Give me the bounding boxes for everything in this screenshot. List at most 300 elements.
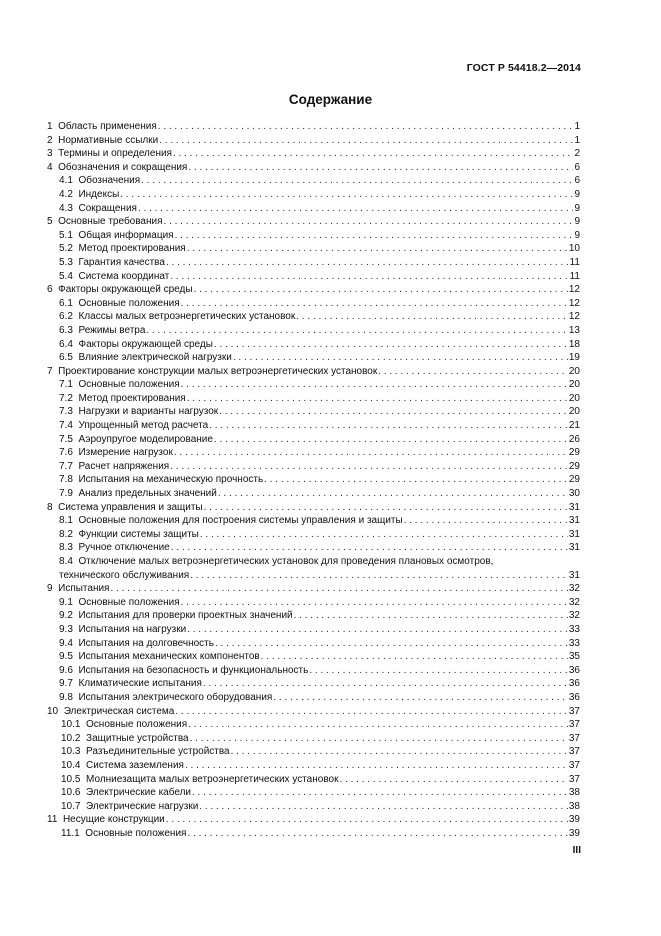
toc-entry-page: 32 (568, 583, 580, 595)
toc-entry-number: 8.1 (59, 515, 73, 527)
toc-entry-label (61, 800, 198, 814)
toc-entry-page: 12 (568, 284, 580, 296)
toc-entry-text: Метод проектирования (78, 243, 186, 255)
toc-entry-text: Электрические нагрузки (86, 800, 199, 812)
toc-entry-page: 33 (568, 623, 580, 635)
toc-leader-dots (181, 378, 568, 392)
toc-leader-dots (215, 637, 568, 651)
toc-entry[interactable] (47, 460, 580, 474)
toc-leader-dots (173, 147, 573, 161)
toc-entry[interactable] (47, 256, 580, 270)
toc-entry[interactable] (47, 324, 580, 338)
toc-leader-dots (190, 732, 568, 746)
toc-entry[interactable] (47, 759, 580, 773)
toc-entry-label (59, 446, 173, 460)
toc-entry-page: 1 (574, 134, 580, 146)
toc-entry-number: 7.4 (59, 420, 73, 432)
toc-entry[interactable] (47, 473, 580, 487)
toc-entry-text: Обозначения (78, 175, 141, 187)
toc-entry-label (47, 283, 193, 297)
toc-leader-dots (199, 800, 568, 814)
toc-entry-label (61, 718, 187, 732)
toc-entry-label (59, 691, 272, 705)
toc-entry-text: Основные положения (78, 297, 180, 309)
toc-entry-label (47, 501, 203, 515)
toc-entry-label (59, 487, 217, 501)
toc-entry-page: 2 (574, 148, 580, 160)
toc-entry-text: Система заземления (86, 759, 184, 771)
toc-entry-number: 4.2 (59, 188, 73, 200)
toc-entry-label (59, 405, 218, 419)
toc-entry[interactable] (47, 446, 580, 460)
toc-entry-number: 5.2 (59, 243, 73, 255)
toc-entry-number: 6.1 (59, 297, 73, 309)
toc-entry-number: 9.1 (59, 596, 73, 608)
toc-entry-text: технического обслуживания (59, 569, 190, 581)
toc-entry-page: 19 (568, 352, 580, 364)
toc-entry-label (59, 541, 170, 555)
toc-entry-label (59, 229, 174, 243)
toc-entry-text: Климатические испытания (78, 678, 202, 690)
toc-entry[interactable] (47, 174, 580, 188)
toc-leader-dots (204, 501, 568, 515)
toc-entry[interactable] (47, 541, 580, 555)
toc-leader-dots (170, 270, 568, 284)
toc-entry[interactable] (47, 392, 580, 406)
toc-entry-label (47, 134, 158, 148)
toc-leader-dots (209, 419, 568, 433)
toc-entry[interactable] (47, 188, 580, 202)
toc-entry-page: 39 (568, 827, 580, 839)
toc-entry-text: Расчет напряжения (78, 460, 170, 472)
toc-leader-dots (294, 609, 568, 623)
toc-entry-label (47, 582, 109, 596)
toc-leader-dots (185, 759, 568, 773)
toc-leader-dots (187, 392, 568, 406)
toc-leader-dots (190, 569, 568, 583)
toc-entry-text: Испытания на нагрузки (78, 623, 187, 635)
toc-entry-number: 6.2 (59, 311, 73, 323)
toc-entry-page: 6 (574, 161, 580, 173)
toc-entry[interactable] (47, 120, 580, 134)
toc-leader-dots (378, 365, 568, 379)
toc-entry-label (59, 392, 186, 406)
toc-entry-number: 10.2 (61, 732, 81, 744)
toc-entry[interactable] (47, 623, 580, 637)
toc-entry[interactable] (47, 664, 580, 678)
toc-entry-page: 29 (568, 447, 580, 459)
toc-entry-text: Гарантия качества (78, 256, 165, 268)
toc-entry-label (59, 338, 213, 352)
toc-entry-label (59, 188, 119, 202)
toc-entry[interactable] (47, 147, 580, 161)
toc-entry-label (61, 827, 186, 841)
toc-entry-page: 12 (568, 311, 580, 323)
toc-entry-page: 32 (568, 610, 580, 622)
toc-entry[interactable] (47, 419, 580, 433)
toc-leader-dots (158, 120, 574, 134)
toc-entry-text: Основные положения для построения системы управления и защиты (78, 515, 403, 527)
toc-entry-label (61, 786, 191, 800)
toc-entry-text: Основные положения (85, 827, 187, 839)
toc-entry-page: 33 (568, 637, 580, 649)
toc-entry-label (59, 623, 186, 637)
toc-entry-label (61, 732, 189, 746)
toc-entry-label (61, 773, 338, 787)
toc-entry-text: Основные положения (78, 379, 180, 391)
toc-entry-page: 38 (568, 787, 580, 799)
toc-entry-label (47, 215, 163, 229)
toc-entry-label (47, 120, 157, 134)
toc-entry-number: 9.3 (59, 623, 73, 635)
toc-entry-label (47, 161, 187, 175)
toc-entry-text: Испытания электрического оборудования (78, 691, 273, 703)
toc-entry-text: Электрическая система (63, 705, 175, 717)
toc-entry[interactable] (47, 718, 580, 732)
toc-entry-text: Анализ предельных значений (78, 488, 217, 500)
toc-entry-number: 8 (47, 501, 53, 513)
toc-entry-number: 6 (47, 284, 53, 296)
toc-entry-page: 36 (568, 678, 580, 690)
toc-entry-page: 37 (568, 732, 580, 744)
toc-entry-label (59, 677, 202, 691)
toc-entry[interactable] (47, 800, 580, 814)
toc-entry[interactable] (47, 351, 580, 365)
toc-entry-number: 9.7 (59, 678, 73, 690)
toc-entry-number: 5.3 (59, 256, 73, 268)
toc-entry[interactable] (47, 134, 580, 148)
toc-leader-dots (214, 433, 568, 447)
toc-entry-text: Метод проектирования (78, 392, 186, 404)
toc-leader-dots (171, 541, 568, 555)
toc-leader-dots (146, 324, 567, 338)
toc-entry-text: Испытания для проверки проектных значений (78, 610, 293, 622)
toc-entry-text: Измерение нагрузок (78, 447, 173, 459)
toc-entry-number: 7.6 (59, 447, 73, 459)
toc-entry-number: 5.1 (59, 229, 73, 241)
toc-entry-label (59, 609, 293, 623)
toc-leader-dots (166, 256, 569, 270)
toc-entry[interactable] (47, 310, 580, 324)
toc-entry-page: 1 (574, 121, 580, 132)
toc-entry-label (61, 745, 230, 759)
toc-entry-page: 18 (568, 338, 580, 350)
toc-entry-page: 36 (568, 664, 580, 676)
toc-entry-number: 9 (47, 583, 53, 595)
toc-entry-page: 13 (568, 324, 580, 336)
toc-leader-dots (181, 596, 568, 610)
toc-entry-number: 9.5 (59, 651, 73, 663)
toc-entry[interactable] (47, 677, 580, 691)
toc-entry-number: 11 (47, 814, 58, 826)
toc-entry[interactable] (47, 691, 580, 705)
toc-entry-number: 10.1 (61, 719, 81, 731)
toc-entry-label (61, 759, 184, 773)
toc-entry-number: 4.3 (59, 202, 73, 214)
toc-leader-dots (138, 202, 573, 216)
toc-leader-dots (339, 773, 567, 787)
toc-entry-number: 7.8 (59, 474, 73, 486)
toc-entry-page: 32 (568, 596, 580, 608)
toc-entry-number: 6.3 (59, 324, 73, 336)
toc-entry-text: Классы малых ветроэнергетических установок (78, 311, 296, 323)
toc-entry-number: 10.4 (61, 759, 81, 771)
toc-entry-label (59, 514, 403, 528)
table-of-contents (47, 120, 580, 840)
toc-entry-page: 10 (568, 243, 580, 255)
toc-entry-text: Сокращения (78, 202, 137, 214)
toc-entry-text: Основные положения (78, 596, 180, 608)
toc-entry-number: 10.3 (61, 746, 81, 758)
toc-entry-number: 9.2 (59, 610, 73, 622)
toc-leader-dots (233, 351, 568, 365)
toc-leader-dots (194, 283, 568, 297)
toc-entry-text: Проектирование конструкции малых ветроэнергетических установок (58, 365, 378, 377)
standard-number: ГОСТ Р 54418.2—2014 (466, 62, 581, 74)
toc-entry[interactable] (47, 229, 580, 243)
toc-leader-dots (175, 705, 568, 719)
toc-entry-number: 9.8 (59, 691, 73, 703)
toc-entry[interactable] (47, 773, 580, 787)
toc-entry[interactable] (47, 732, 580, 746)
toc-entry-number: 6.5 (59, 352, 73, 364)
toc-entry-page: 20 (568, 379, 580, 391)
toc-entry-text: Молниезащита малых ветроэнергетических установок (86, 773, 339, 785)
toc-entry-number: 10.7 (61, 800, 81, 812)
toc-leader-dots (187, 827, 567, 841)
toc-entry[interactable] (47, 405, 580, 419)
toc-entry-label (59, 419, 208, 433)
toc-entry-text: Разъединительные устройства (86, 746, 230, 758)
toc-entry-label (59, 596, 180, 610)
toc-entry-label (59, 569, 189, 583)
toc-leader-dots (159, 134, 573, 148)
toc-leader-dots (192, 786, 568, 800)
toc-leader-dots (187, 242, 568, 256)
toc-entry-page: 29 (568, 474, 580, 486)
toc-entry-label (59, 202, 137, 216)
toc-entry-number: 6.4 (59, 338, 73, 350)
toc-entry-page: 12 (568, 297, 580, 309)
toc-entry-number: 8.2 (59, 528, 73, 540)
toc-entry-page: 37 (568, 705, 580, 717)
toc-entry-page: 11 (569, 270, 580, 282)
toc-entry-page: 31 (568, 528, 580, 540)
toc-leader-dots (187, 623, 568, 637)
toc-entry-page: 36 (568, 691, 580, 703)
toc-leader-dots (120, 188, 573, 202)
toc-entry-number: 4.1 (59, 175, 73, 187)
toc-entry-number: 9.6 (59, 664, 73, 676)
toc-entry-page: 37 (568, 719, 580, 731)
toc-entry[interactable] (47, 378, 580, 392)
toc-leader-dots (164, 215, 574, 229)
toc-entry-text: Испытания на механическую прочность (78, 474, 264, 486)
toc-entry-page: 31 (568, 569, 580, 581)
toc-entry-text: Индексы (78, 188, 120, 200)
toc-entry[interactable] (47, 297, 580, 311)
toc-entry[interactable] (47, 202, 580, 216)
toc-entry-text: Обозначения и сокращения (58, 161, 188, 173)
toc-entry[interactable] (47, 215, 580, 229)
toc-entry-label (59, 351, 232, 365)
toc-entry[interactable] (47, 637, 580, 651)
toc-entry[interactable] (47, 745, 580, 759)
toc-entry-number: 4 (47, 161, 53, 173)
toc-entry-text: Испытания на безопасность и функциональность (78, 664, 309, 676)
toc-entry[interactable] (47, 270, 580, 284)
toc-entry-text: Нагрузки и варианты нагрузок (78, 406, 219, 418)
toc-entry-page: 20 (568, 406, 580, 418)
toc-entry-label (59, 256, 165, 270)
toc-entry[interactable] (47, 433, 580, 447)
toc-entry-text: Аэроупругое моделирование (78, 433, 213, 445)
toc-entry[interactable] (47, 528, 580, 542)
toc-entry-text: Система координат (78, 270, 170, 282)
toc-entry-number: 10.5 (61, 773, 81, 785)
toc-entry-text: Нормативные ссылки (58, 134, 159, 146)
toc-entry-number: 5 (47, 216, 53, 228)
toc-entry-page: 35 (568, 651, 580, 663)
toc-entry-number: 7.9 (59, 488, 73, 500)
toc-entry[interactable] (47, 650, 580, 664)
toc-leader-dots (203, 677, 568, 691)
toc-entry-page: 9 (574, 188, 580, 200)
toc-entry-text: Функции системы защиты (78, 528, 199, 540)
toc-entry[interactable] (47, 569, 580, 583)
toc-leader-dots (174, 446, 568, 460)
toc-entry-text: Режимы ветра (78, 324, 146, 336)
toc-entry-text: Общая информация (78, 229, 174, 241)
toc-leader-dots (273, 691, 568, 705)
toc-entry-text: Испытания на долговечность (78, 637, 214, 649)
toc-entry-page: 37 (568, 773, 580, 785)
toc-entry-page: 21 (568, 420, 580, 432)
toc-entry[interactable] (47, 705, 580, 719)
toc-entry[interactable] (47, 242, 580, 256)
toc-entry-text: Основные положения (86, 719, 188, 731)
toc-entry-text: Ручное отключение (78, 542, 170, 554)
toc-entry-page: 31 (568, 501, 580, 513)
toc-entry-number: 11.1 (61, 827, 80, 839)
toc-entry-page: 37 (568, 759, 580, 771)
toc-entry-page: 30 (568, 488, 580, 500)
toc-entry[interactable] (47, 514, 580, 528)
toc-leader-dots (200, 528, 568, 542)
toc-entry-number: 7.7 (59, 460, 73, 472)
toc-leader-dots (214, 338, 568, 352)
toc-entry-page: 26 (568, 433, 580, 445)
toc-entry-label (59, 528, 199, 542)
toc-entry-label (59, 650, 260, 664)
toc-entry[interactable] (47, 609, 580, 623)
toc-entry-label (47, 365, 377, 379)
toc-entry-label (59, 378, 180, 392)
toc-leader-dots (170, 460, 568, 474)
toc-entry[interactable] (47, 283, 580, 297)
toc-entry-text: Основные требования (58, 216, 163, 228)
toc-entry-label (59, 433, 213, 447)
toc-entry-text: Защитные устройства (86, 732, 189, 744)
toc-entry-page: 9 (574, 229, 580, 241)
toc-entry-text: Термины и определения (58, 148, 172, 160)
toc-entry[interactable] (47, 501, 580, 515)
toc-entry-label (59, 270, 169, 284)
toc-entry-label (59, 297, 180, 311)
toc-entry-number: 7.5 (59, 433, 73, 445)
toc-entry-page: 31 (568, 515, 580, 527)
toc-entry-label (59, 324, 145, 338)
toc-leader-dots (181, 297, 568, 311)
toc-entry-number: 1 (47, 121, 53, 132)
toc-entry-page: 11 (569, 256, 580, 268)
toc-entry-text: Факторы окружающей среды (58, 284, 193, 296)
toc-entry-page: 38 (568, 800, 580, 812)
toc-entry-page: 39 (568, 814, 580, 826)
toc-entry[interactable] (47, 365, 580, 379)
toc-entry-label (59, 174, 140, 188)
toc-entry-number: 10.6 (61, 787, 81, 799)
toc-entry-text: Испытания (58, 583, 110, 595)
toc-leader-dots (264, 473, 568, 487)
toc-entry-label (59, 473, 263, 487)
toc-entry[interactable] (47, 582, 580, 596)
toc-entry-text: Область применения (58, 121, 157, 132)
toc-entry-label (59, 637, 214, 651)
toc-leader-dots (188, 718, 568, 732)
toc-entry-label (47, 147, 172, 161)
toc-entry-page: 9 (574, 216, 580, 228)
toc-entry-number: 7.2 (59, 392, 73, 404)
toc-entry[interactable] (47, 487, 580, 501)
toc-entry-page: 37 (568, 746, 580, 758)
toc-leader-dots (188, 161, 573, 175)
toc-entry[interactable] (47, 338, 580, 352)
toc-entry[interactable] (47, 786, 580, 800)
toc-entry-page: 6 (574, 175, 580, 187)
toc-entry-number: 7.1 (59, 379, 73, 391)
toc-entry-number: 5.4 (59, 270, 73, 282)
toc-entry[interactable] (47, 555, 580, 569)
toc-leader-dots (175, 229, 574, 243)
toc-entry[interactable] (47, 813, 580, 827)
toc-leader-dots (404, 514, 568, 528)
toc-entry-page: 9 (574, 202, 580, 214)
toc-entry-label (59, 664, 308, 678)
page-folio: III (572, 845, 581, 856)
toc-entry-page: 20 (568, 392, 580, 404)
toc-entry-text: Система управления и защиты (58, 501, 203, 513)
toc-leader-dots (296, 310, 568, 324)
toc-entry[interactable] (47, 827, 580, 841)
toc-leader-dots (166, 813, 568, 827)
toc-entry-text: Электрические кабели (86, 787, 191, 799)
toc-entry-label (59, 460, 169, 474)
toc-entry-page: 31 (568, 542, 580, 554)
toc-entry-number: 3 (47, 148, 53, 160)
toc-entry-number: 2 (47, 134, 53, 146)
toc-leader-dots (218, 487, 568, 501)
toc-entry-text: Упрощенный метод расчета (78, 420, 209, 432)
toc-entry-label (59, 242, 186, 256)
toc-entry-number: 7 (47, 365, 53, 377)
toc-entry-number: 8.4 (59, 556, 73, 567)
toc-entry-page: 20 (568, 365, 580, 377)
toc-entry-number: 8.3 (59, 542, 73, 554)
toc-entry[interactable] (47, 161, 580, 175)
toc-entry[interactable] (47, 596, 580, 610)
page-title: Содержание (288, 92, 373, 107)
